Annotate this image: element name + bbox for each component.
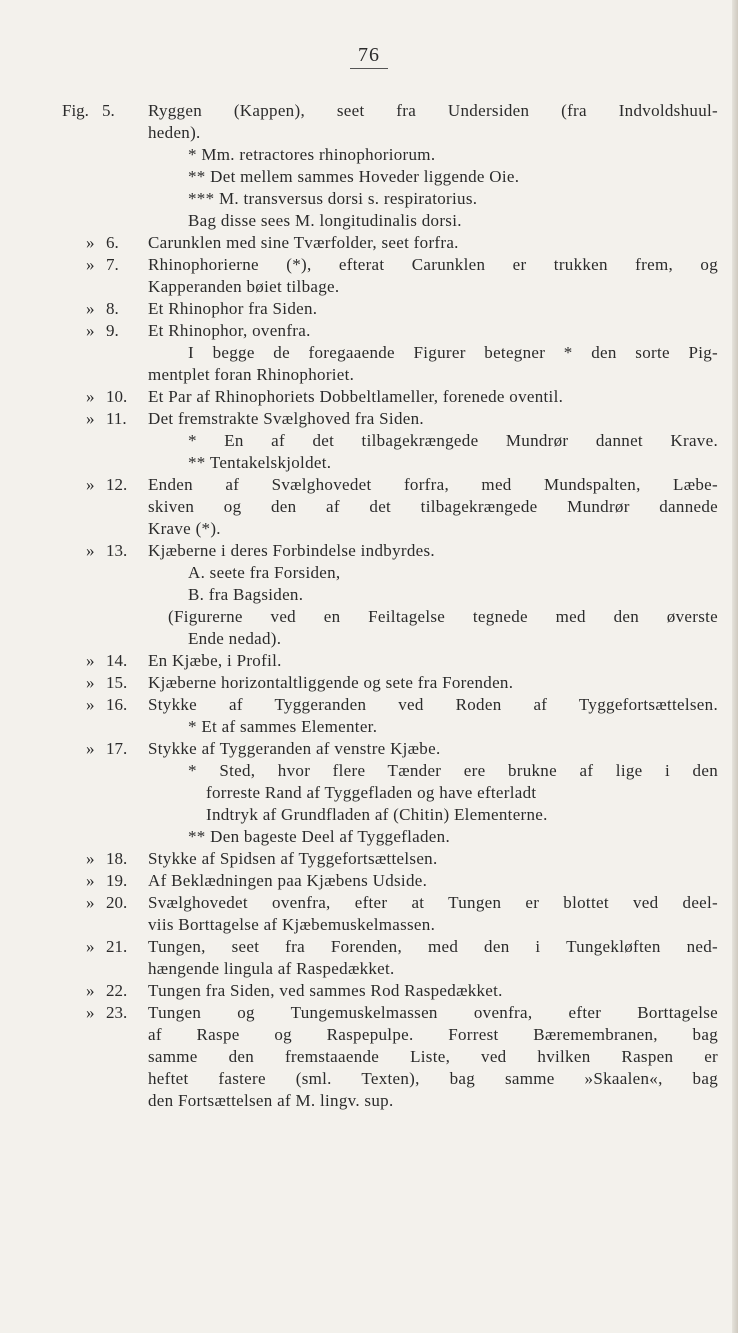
figure-label [60, 408, 146, 430]
caption-line: hængende lingula af Raspedækket. [148, 959, 395, 978]
figure-caption-entry [0, 386, 738, 408]
caption-line: * En af det tilbagekrængede Mundrør dannet Krave. [188, 431, 718, 450]
figure-label [60, 672, 146, 694]
caption-line: Stykke af Spidsen af Tyggefortsættelsen. [148, 849, 438, 868]
figure-label-prefix: Fig. [62, 101, 89, 120]
figure-label [60, 540, 146, 562]
caption-line: Enden af Svælghovedet forfra, med Mundspalten, Læbe- [148, 475, 718, 494]
figure-label-prefix: » [86, 299, 95, 318]
figure-number: 10. [106, 387, 128, 406]
figure-caption-text [148, 540, 718, 650]
figure-number: 8. [106, 299, 119, 318]
caption-line: mentplet foran Rhinophoriet. [148, 365, 355, 384]
caption-line: * Et af sammes Elementer. [188, 717, 378, 736]
figure-caption-text [148, 870, 718, 892]
caption-line: A. seete fra Forsiden, [188, 563, 341, 582]
figure-label [60, 892, 146, 914]
figure-label-prefix: » [86, 233, 95, 252]
caption-line: Carunklen med sine Tværfolder, seet forfra. [148, 233, 459, 252]
figure-caption-entry [0, 892, 738, 936]
figure-label [60, 738, 146, 760]
figure-caption-text [148, 386, 718, 408]
caption-line: ** Det mellem sammes Hoveder liggende Oie. [188, 167, 520, 186]
figure-captions-list [0, 100, 738, 1112]
figure-label-prefix: » [86, 849, 95, 868]
figure-label [60, 320, 146, 342]
figure-caption-text [148, 936, 718, 980]
figure-caption-text [148, 232, 718, 254]
figure-label-prefix: » [86, 695, 95, 714]
figure-caption-entry [0, 650, 738, 672]
figure-number: 12. [106, 475, 128, 494]
figure-label-prefix: » [86, 255, 95, 274]
figure-label-prefix: » [86, 387, 95, 406]
caption-line: Bag disse sees M. longitudinalis dorsi. [188, 211, 462, 230]
figure-caption-text [148, 694, 718, 738]
figure-caption-entry [0, 694, 738, 738]
figure-label [60, 848, 146, 870]
caption-line: heftet fastere (sml. Texten), bag samme »Skaalen«, bag [148, 1069, 718, 1088]
caption-line: Et Rhinophor fra Siden. [148, 299, 318, 318]
figure-number: 9. [106, 321, 119, 340]
page-number-rule [350, 68, 388, 69]
caption-line: Et Rhinophor, ovenfra. [148, 321, 311, 340]
figure-label-prefix: » [86, 937, 95, 956]
figure-caption-entry [0, 672, 738, 694]
figure-label [60, 386, 146, 408]
figure-number: 20. [106, 893, 128, 912]
figure-caption-entry [0, 100, 738, 232]
figure-label-prefix: » [86, 409, 95, 428]
caption-line: I begge de foregaaende Figurer betegner * den sorte Pig- [188, 343, 718, 362]
figure-label-prefix: » [86, 475, 95, 494]
figure-number: 15. [106, 673, 128, 692]
figure-caption-text [148, 672, 718, 694]
figure-number: 6. [106, 233, 119, 252]
caption-line: Indtryk af Grundfladen af (Chitin) Elementerne. [206, 805, 548, 824]
figure-number: 18. [106, 849, 128, 868]
figure-label-prefix: » [86, 871, 95, 890]
page-number: 76 [358, 44, 380, 66]
figure-label [60, 100, 146, 122]
figure-caption-text [148, 298, 718, 320]
caption-line: Krave (*). [148, 519, 221, 538]
figure-caption-text [148, 254, 718, 298]
figure-caption-entry [0, 936, 738, 980]
figure-caption-entry [0, 738, 738, 848]
figure-caption-text [148, 100, 718, 232]
figure-caption-entry [0, 870, 738, 892]
figure-label-prefix: » [86, 981, 95, 1000]
figure-number: 19. [106, 871, 128, 890]
figure-label-prefix: » [86, 739, 95, 758]
figure-caption-entry [0, 232, 738, 254]
figure-label [60, 298, 146, 320]
caption-line: Tungen fra Siden, ved sammes Rod Raspedækket. [148, 981, 503, 1000]
caption-line: * Sted, hvor flere Tænder ere brukne af lige i den [188, 761, 718, 780]
figure-caption-entry [0, 1002, 738, 1112]
caption-line: af Raspe og Raspepulpe. Forrest Bæremembranen, bag [148, 1025, 718, 1044]
caption-line: (Figurerne ved en Feiltagelse tegnede med den øverste [168, 607, 718, 626]
caption-line: Stykke af Tyggeranden ved Roden af Tyggefortsættelsen. [148, 695, 718, 714]
figure-caption-text [148, 892, 718, 936]
figure-label-prefix: » [86, 541, 95, 560]
caption-line: Svælghovedet ovenfra, efter at Tungen er blottet ved deel- [148, 893, 718, 912]
caption-line: ** Tentakelskjoldet. [188, 453, 332, 472]
caption-line: heden). [148, 123, 201, 142]
figure-caption-entry [0, 980, 738, 1002]
caption-line: forreste Rand af Tyggefladen og have efterladt [206, 783, 537, 802]
figure-caption-text [148, 408, 718, 474]
figure-label [60, 474, 146, 496]
figure-caption-entry [0, 298, 738, 320]
figure-number: 7. [106, 255, 119, 274]
caption-line: En Kjæbe, i Profil. [148, 651, 282, 670]
figure-number: 17. [106, 739, 128, 758]
figure-label-prefix: » [86, 673, 95, 692]
caption-line: samme den fremstaaende Liste, ved hvilken Raspen er [148, 1047, 718, 1066]
figure-label-prefix: » [86, 321, 95, 340]
caption-line: Rhinophorierne (*), efterat Carunklen er trukken frem, og [148, 255, 718, 274]
figure-caption-entry [0, 320, 738, 386]
figure-label [60, 694, 146, 716]
caption-line: Kjæberne horizontaltliggende og sete fra Forenden. [148, 673, 514, 692]
figure-label-prefix: » [86, 1003, 95, 1022]
caption-line: Tungen, seet fra Forenden, med den i Tungekløften ned- [148, 937, 718, 956]
caption-line: Ende nedad). [188, 629, 282, 648]
caption-line: Kapperanden bøiet tilbage. [148, 277, 340, 296]
figure-caption-entry [0, 408, 738, 474]
figure-number: 22. [106, 981, 128, 1000]
figure-number: 23. [106, 1003, 128, 1022]
figure-label [60, 254, 146, 276]
caption-line: Det fremstrakte Svælghoved fra Siden. [148, 409, 424, 428]
figure-label [60, 936, 146, 958]
caption-line: ** Den bageste Deel af Tyggefladen. [188, 827, 451, 846]
figure-caption-text [148, 650, 718, 672]
figure-number: 11. [106, 409, 127, 428]
figure-caption-text [148, 320, 718, 386]
figure-label-prefix: » [86, 651, 95, 670]
figure-caption-text [148, 1002, 718, 1112]
caption-line: viis Borttagelse af Kjæbemuskelmassen. [148, 915, 436, 934]
figure-label [60, 1002, 146, 1024]
caption-line: *** M. transversus dorsi s. respiratorius. [188, 189, 478, 208]
figure-number: 13. [106, 541, 128, 560]
caption-line: Ryggen (Kappen), seet fra Undersiden (fra Indvoldshuul- [148, 101, 718, 120]
figure-label [60, 870, 146, 892]
figure-number: 14. [106, 651, 128, 670]
caption-line: B. fra Bagsiden. [188, 585, 304, 604]
figure-number: 16. [106, 695, 128, 714]
caption-line: skiven og den af det tilbagekrængede Mundrør dannede [148, 497, 718, 516]
figure-label [60, 650, 146, 672]
figure-label [60, 980, 146, 1002]
caption-line: Af Beklædningen paa Kjæbens Udside. [148, 871, 428, 890]
figure-caption-entry [0, 474, 738, 540]
caption-line: * Mm. retractores rhinophoriorum. [188, 145, 436, 164]
figure-caption-entry [0, 848, 738, 870]
caption-line: Kjæberne i deres Forbindelse indbyrdes. [148, 541, 435, 560]
figure-caption-entry [0, 540, 738, 650]
caption-line: Tungen og Tungemuskelmassen ovenfra, efter Borttagelse [148, 1003, 718, 1022]
caption-line: Stykke af Tyggeranden af venstre Kjæbe. [148, 739, 441, 758]
caption-line: Et Par af Rhinophoriets Dobbeltlameller, forenede oventil. [148, 387, 564, 406]
figure-caption-text [148, 738, 718, 848]
caption-line: den Fortsættelsen af M. lingv. sup. [148, 1091, 394, 1110]
figure-caption-text [148, 848, 718, 870]
figure-number: 21. [106, 937, 128, 956]
figure-caption-text [148, 474, 718, 540]
figure-label [60, 232, 146, 254]
figure-number: 5. [102, 101, 115, 120]
figure-label-prefix: » [86, 893, 95, 912]
figure-caption-entry [0, 254, 738, 298]
figure-caption-text [148, 980, 718, 1002]
